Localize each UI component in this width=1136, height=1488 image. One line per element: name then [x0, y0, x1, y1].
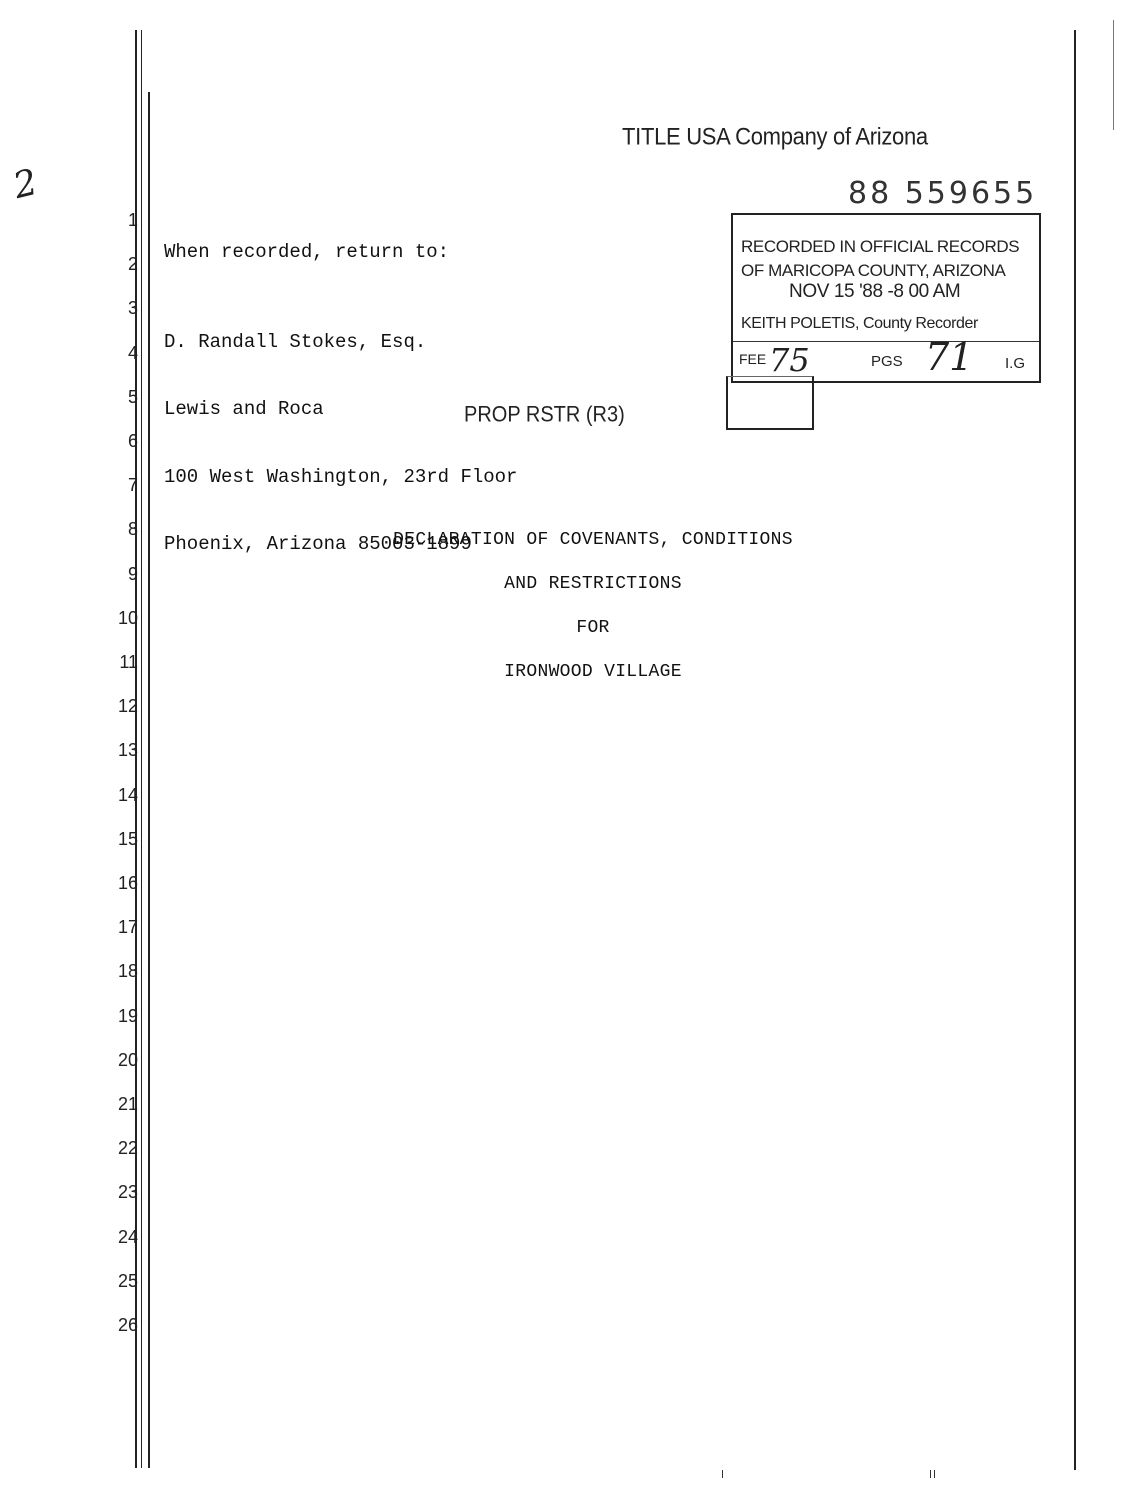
pgs-label: PGS [871, 353, 903, 370]
line-number: 13 [117, 740, 138, 761]
line-number: 24 [117, 1226, 138, 1247]
stamp-lower-box [726, 376, 814, 430]
document-title-line-3: FOR [576, 618, 610, 638]
line-number: 19 [117, 1005, 138, 1026]
bottom-tick-mark [722, 1470, 723, 1478]
fee-label: FEE [739, 351, 767, 367]
return-street: 100 West Washington, 23rd Floor [164, 465, 518, 488]
return-city: Phoenix, Arizona 85003-1899 [164, 533, 472, 555]
stamp-recorded-line: RECORDED IN OFFICIAL RECORDS [741, 237, 1020, 256]
line-number: 5 [127, 386, 138, 407]
title-company-header: TITLE USA Company of Arizona [622, 122, 928, 151]
line-number: 12 [117, 696, 138, 717]
line-number: 2 [127, 254, 138, 275]
line-number: 9 [127, 563, 138, 584]
line-number: 14 [117, 784, 138, 805]
return-firm: Lewis and Roca [164, 398, 324, 420]
line-number: 21 [117, 1094, 138, 1114]
line-number: 23 [117, 1182, 138, 1203]
stamp-county-line: OF MARICOPA COUNTY, ARIZONA [741, 261, 1006, 280]
stamp-recorder-line: KEITH POLETIS, County Recorder [741, 315, 978, 332]
line-number: 17 [117, 917, 138, 938]
line-number: 3 [127, 298, 138, 319]
right-margin-rule [1074, 30, 1076, 1470]
stamp-date-line: NOV 15 '88 -8 00 AM [789, 281, 961, 302]
property-restriction-code: PROP RSTR (R3) [464, 402, 625, 428]
document-title-line-1: DECLARATION OF COVENANTS, CONDITIONS [393, 530, 793, 550]
recorder-stamp [731, 213, 1041, 383]
left-margin-rule-thin [141, 30, 142, 1468]
left-margin-rule-inner [148, 92, 150, 1468]
stamp-fee-row [737, 335, 1035, 379]
line-number: 10 [117, 607, 138, 628]
line-number: 16 [117, 873, 138, 893]
return-name: D. Randall Stokes, Esq. [164, 330, 427, 353]
line-number: 25 [117, 1270, 138, 1291]
line-number: 7 [127, 475, 138, 496]
line-number: 8 [127, 519, 138, 540]
line-number: 4 [127, 342, 138, 363]
line-number: 18 [117, 961, 138, 982]
line-number: 11 [119, 652, 138, 672]
document-title-line-2: AND RESTRICTIONS [504, 574, 682, 594]
ig-label: I.G [1005, 355, 1026, 372]
line-number: 1 [127, 210, 138, 230]
recording-number: 88 559655 [848, 176, 1038, 211]
line-number: 15 [117, 828, 138, 849]
handwritten-mark: 2 [9, 161, 42, 208]
line-number: 22 [117, 1138, 138, 1159]
line-numbers [104, 0, 140, 1400]
line-number: 6 [127, 431, 138, 451]
line-number: 20 [117, 1049, 138, 1070]
pgs-value: 71 [925, 335, 974, 379]
fee-value: 75 [769, 341, 810, 379]
line-number: 26 [117, 1315, 138, 1335]
page-edge-mark [1113, 20, 1114, 130]
document-title-line-4: IRONWOOD VILLAGE [504, 662, 682, 682]
bottom-tick-mark [930, 1470, 931, 1478]
return-heading: When recorded, return to: [164, 241, 450, 263]
bottom-tick-mark [934, 1470, 935, 1478]
